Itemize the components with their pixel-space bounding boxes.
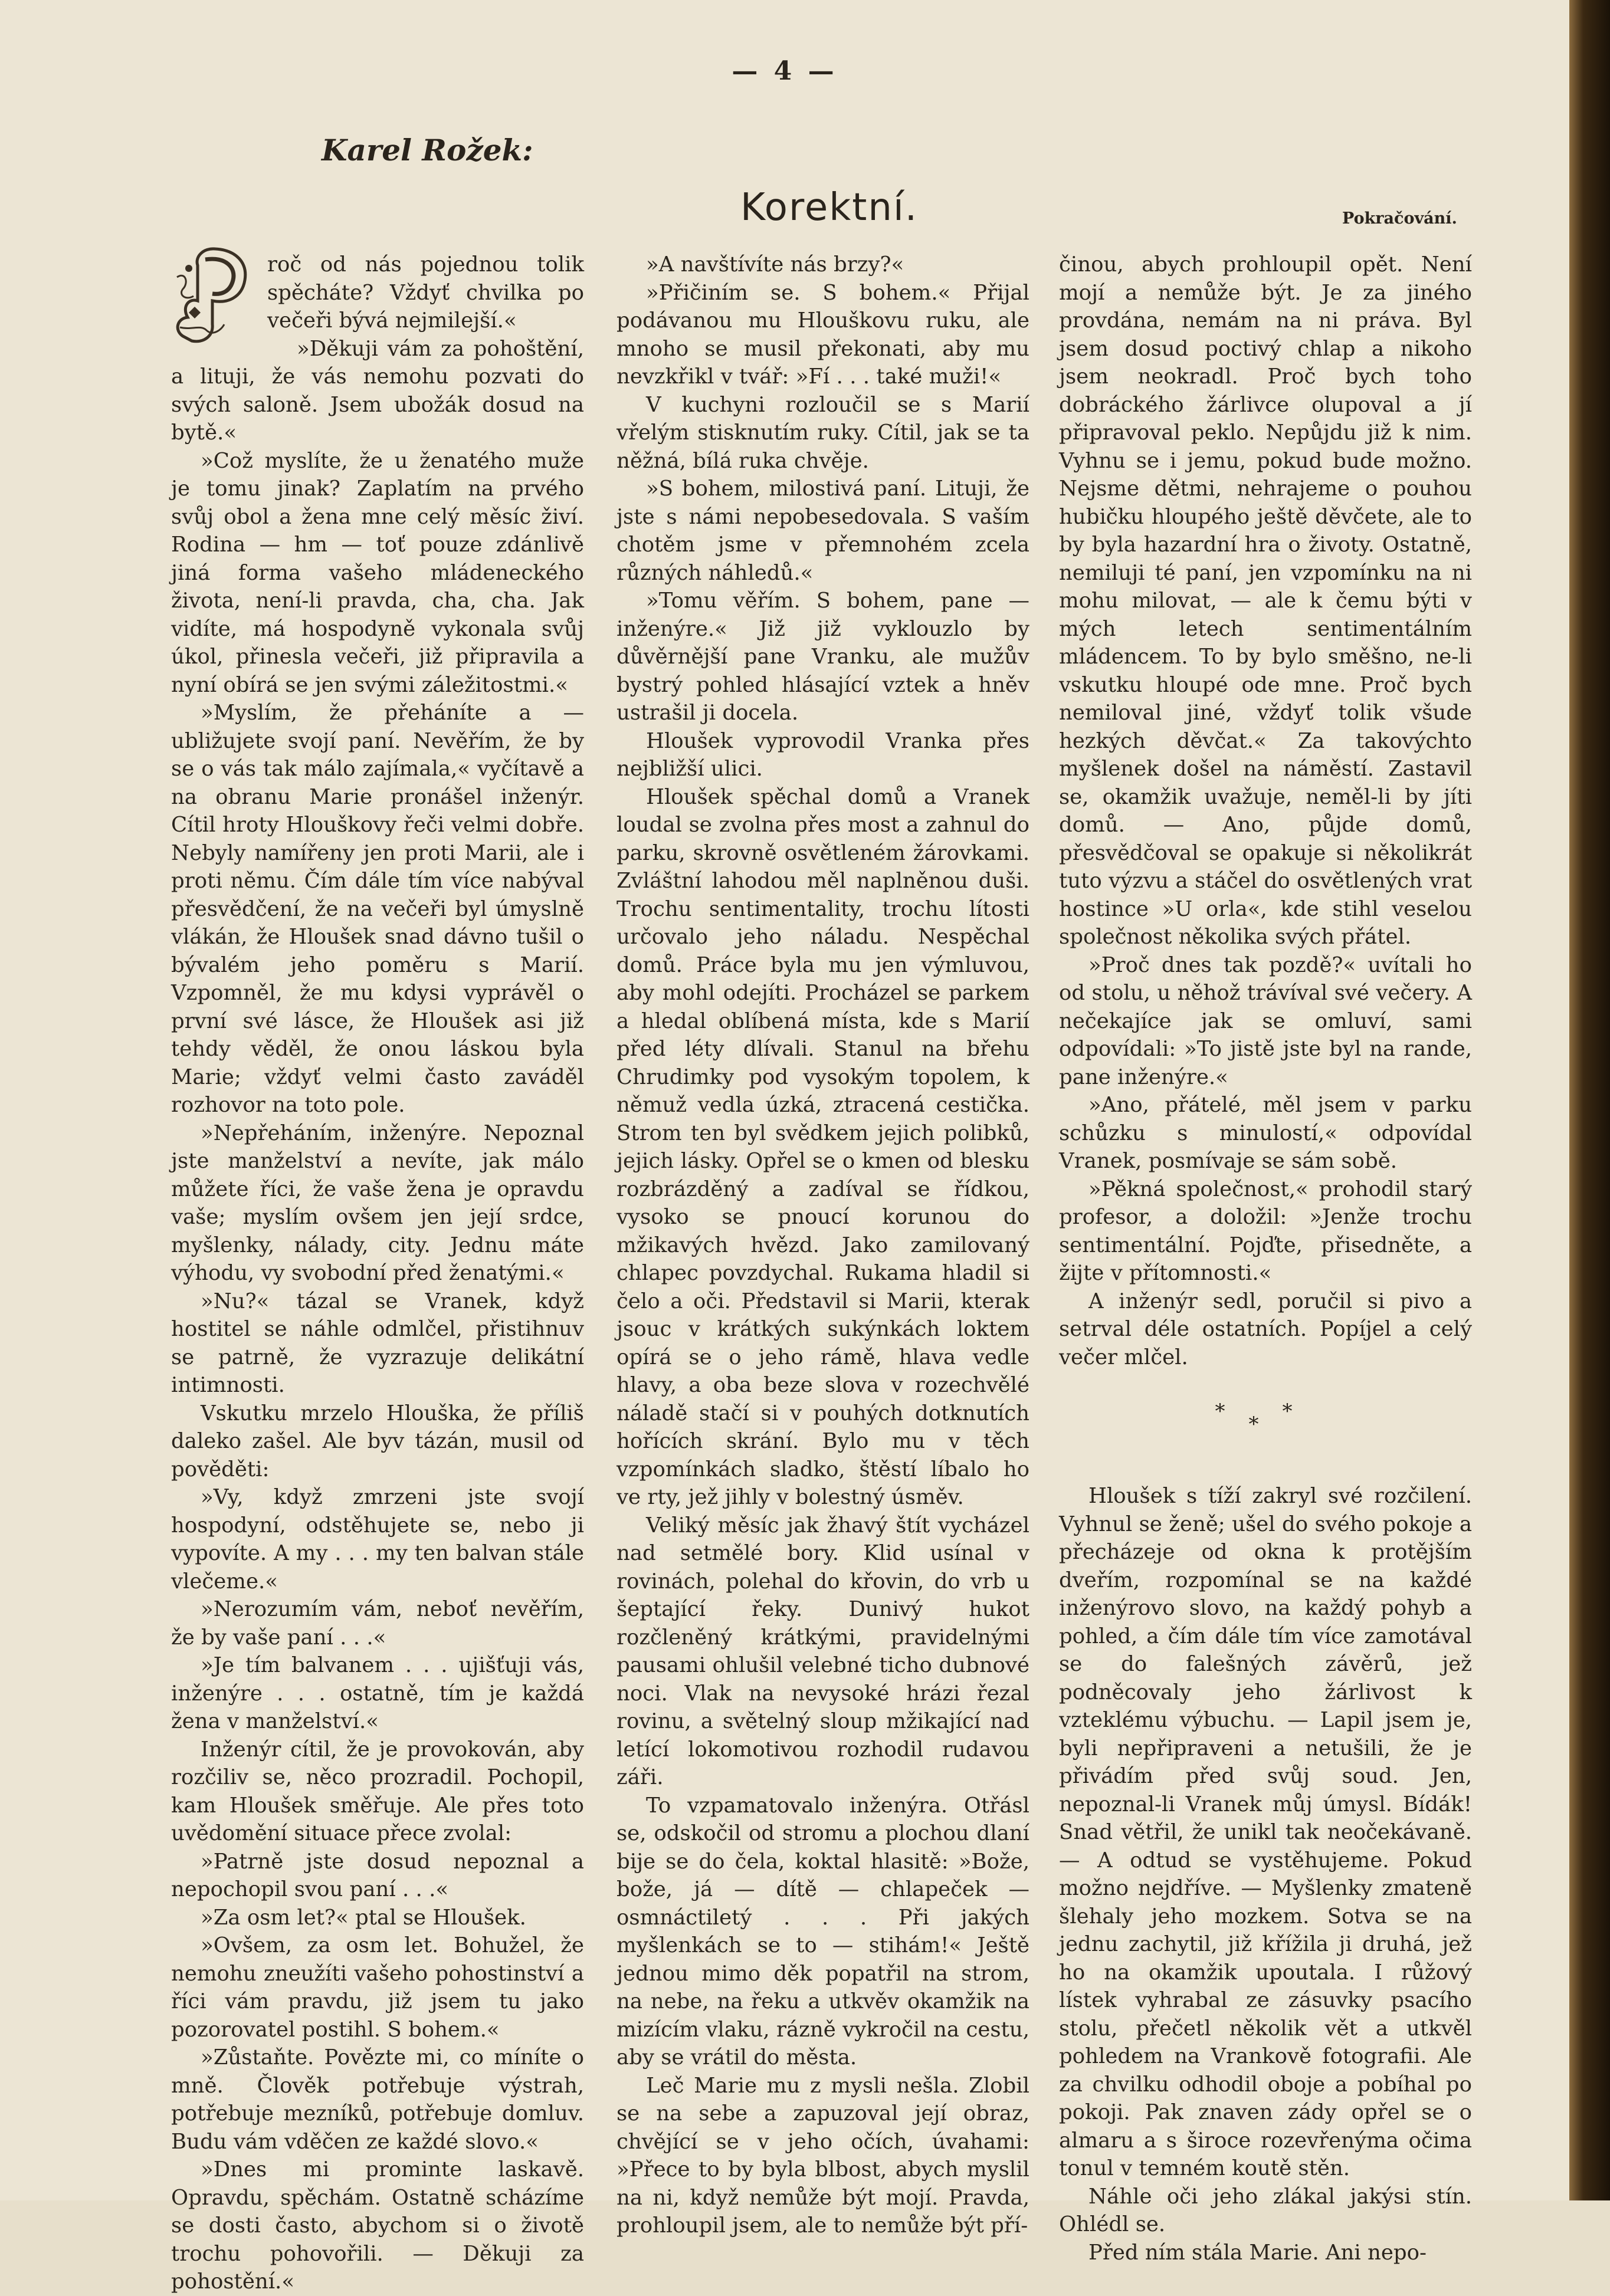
paragraph: »Vy, když zmrzeni jste svojí hospodyní, odstěhujete se, nebo ji vypovíte. A my . . . my ten balvan stále vlečeme.« <box>171 1485 584 1594</box>
text-column-3 <box>1059 251 1472 2267</box>
paragraph: »Proč dnes tak pozdě?« uvítali ho od stolu, u něhož trávíval své večery. A nečekajíce jak se omluví, sami odpovídali: »To jistě jste byl na rande, pane inženýre.« <box>1059 952 1472 1089</box>
paragraph: Před ním stála Marie. Ani nepo- <box>1088 2240 1427 2265</box>
paragraph: A inženýr sedl, poručil si pivo a setrval déle ostatních. Popíjel a celý večer mlčel. <box>1059 1289 1472 1369</box>
paragraph <box>171 251 584 335</box>
text-column-1 <box>171 251 584 2296</box>
text-column-2 <box>617 251 1029 2240</box>
paragraph: Hloušek vyprovodil Vranka přes nejbližší ulici. <box>617 728 1029 781</box>
paragraph-text: roč od nás pojednou tolik spěcháte? Vždyť chvilka po večeři bývá nejmilejší.« <box>267 252 584 333</box>
author-name: Karel Rožek: <box>322 133 533 167</box>
ornamental-dropcap-icon <box>171 242 257 345</box>
paragraph: »Přičiním se. S bohem.« Přijal podávanou mu Hlouškovu ruku, ale mnoho se musil překonati, aby mu nevzkřikl v tvář: »Fí . . . také muži!« <box>617 280 1029 389</box>
article-title: Korektní. <box>740 186 919 229</box>
paragraph: »Nepřeháním, inženýre. Nepoznal jste manželství a nevíte, jak málo můžete říci, že vaše žena je opravdu vaše; myslím ovšem jen její srdce, myšlenky, nálady, city. Jednu máte výhodu, vy svobodní před ženatými.« <box>171 1121 584 1285</box>
asterisk: * <box>1282 1400 1316 1423</box>
asterisk: * <box>1248 1413 1283 1436</box>
paragraph: V kuchyni rozloučil se s Marií vřelým stisknutím ruky. Cítil, jak se ta něžná, bílá ruka chvěje. <box>617 392 1029 473</box>
asterisk: * <box>1215 1400 1249 1423</box>
page-number: — 4 — <box>732 56 838 86</box>
paragraph: Inženýr cítil, že je provokován, aby rozčiliv se, něco prozradil. Pochopil, kam Hloušek směřuje. Ale přes toto uvědomění situace přece zvolal: <box>171 1737 584 1845</box>
paragraph: »Děkuji vám za pohoštění, a lituji, že vás nemohu pozvati do svých saloně. Jsem ubožák dosud na bytě.« <box>171 336 584 445</box>
paragraph: »Pěkná společnost,« prohodil starý profesor, a doložil: »Jenže trochu sentimentální. Pojďte, přisedněte, a žijte v přítomnosti.« <box>1059 1177 1472 1285</box>
paragraph: »Tomu věřím. S bohem, pane — inženýre.« Již již vyklouzlo by důvěrnější pane Vranku, ale mužův bystrý pohled hlásající vztek a hněv ustrašil ji docela. <box>617 589 1029 725</box>
paragraph: Hloušek s tíží zakryl své rozčilení. Vyhnul se ženě; ušel do svého pokoje a přecházeje od okna k protějším dveřím, rozpomínal se na každé inženýrovo slovo, na každý pohyb a pohled, a čím dále tím více zamotával se do falešných závěrů, jež podněcovaly jeho žárlivost k vzteklému výbuchu. — Lapil jsem je, byli nepřipraveni a netušili, že je přivádím před svůj soud. Jen, nepoznal-li Vranek můj úmysl. Bídák! Snad větřil, že unikl tak neočekávaně. — A odtud se vystěhujeme. Pokud možno nejdříve. — Myšlenky zmateně šlehaly jeho mozkem. Sotva se na jednu zachytil, již křížila ji druhá, jež ho na okamžik upoutala. I růžový lístek vyhrabal ze zásuvky psacího stolu, přečetl několik vět a utkvěl pohledem na Vrankově fotografii. Ale za chvilku odhodil oboje a pobíhal po pokoji. Pak znaven zády opřel se o almaru a s široce rozevřenýma očima tonul v temném koutě stěn. <box>1059 1484 1472 2180</box>
paragraph: »Myslím, že přeháníte a — ubližujete svojí paní. Nevěřím, že by se o vás tak málo zajímala,« vyčítavě a na obranu Marie pronášel inženýr. Cítil hroty Hlouškovy řeči velmi dobře. Nebyly namířeny jen proti Marii, ale i proti němu. Čím dále tím více nabýval přesvědčení, že na večeři byl úmyslně vlákán, že Hloušek snad dávno tušil o bývalém jeho poměru s Marií. Vzpomněl, že mu kdysi vyprávěl o první své lásce, že Hloušek asi již tehdy věděl, že onou láskou byla Marie; vždyť velmi často zaváděl rozhovor na toto pole. <box>171 701 584 1117</box>
paragraph: činou, abych prohloupil opět. Není mojí a nemůže být. Je za jiného provdána, nemám na ni práva. Byl jsem dosud poctivý chlap a nikoho jsem neokradl. Proč bych toho dobráckého žárlivce olupoval a jí připravoval peklo. Nepůjdu již k nim. Vyhnu se i jemu, pokud bude možno. Nejsme dětmi, nehrajeme o pouhou hubičku hloupého ještě děvčete, ale to by byla hazardní hra o životy. Ostatně, nemiluji té paní, jen vzpomínku na ni mohu milovat, — ale k čemu býti v mých letech sentimentálním mládencem. To by bylo směšno, ne-li vskutku hloupé ode mne. Proč bych nemiloval jiné, vždyť tolik všude hezkých děvčat.« Za takovýchto myšlenek došel na náměstí. Zastavil se, okamžik uvažuje, neměl-li by jíti domů. — Ano, půjde domů, přesvědčoval se opakuje si několikrát tuto výzvu a stáčel do osvětlených vrat hostince »U orla«, kde stihl veselou společnost několika svých přátel. <box>1059 252 1472 949</box>
paragraph: »Ano, přátelé, měl jsem v parku schůzku s minulostí,« odpovídal Vranek, posmívaje se sám sobě. <box>1059 1093 1472 1173</box>
paragraph: To vzpamatovalo inženýra. Otřásl se, odskočil od stromu a plochou dlaní bije se do čela, koktal hlasitě: »Bože, bože, já — dítě — chlapeček — osmnáctiletý . . . Při jakých myšlenkách se to — stihám!« Ještě jednou mimo děk popatřil na strom, na nebe, na řeku a utkvěv okamžik na mizícím vlaku, rázně vykročil na cestu, aby se vrátil do města. <box>617 1793 1029 2070</box>
paragraph: »Je tím balvanem . . . ujišťuji vás, inženýre . . . ostatně, tím je každá žena v manželství.« <box>171 1653 584 1733</box>
paragraph: »Což myslíte, že u ženatého muže je tomu jinak? Zaplatím na prvého svůj obol a žena mne celý měsíc živí. Rodina — hm — toť pouze zdánlivě jiná forma vašeho mládeneckého života, není-li pravda, cha, cha. Jak vidíte, má hospodyně vykonala svůj úkol, přinesla večeři, již připravila a nyní obírá se jen svými záležitostmi.« <box>171 448 584 697</box>
paragraph: »Nu?« tázal se Vranek, když hostitel se náhle odmlčel, přistihnuv se patrně, že vyzrazuje delikátní intimnosti. <box>171 1289 584 1397</box>
paragraph: Vskutku mrzelo Hlouška, že příliš daleko zašel. Ale byv tázán, musil od pověděti: <box>171 1401 584 1482</box>
paragraph: »A navštívíte nás brzy?« <box>646 252 904 277</box>
continuation-note: Pokračování. <box>1342 209 1457 228</box>
paragraph: »Patrně jste dosud nepoznal a nepochopil svou paní . . .« <box>171 1849 584 1901</box>
paragraph: »S bohem, milostivá paní. Lituji, že jste s námi nepobesedovala. S vaším chotěm jsme v přemnohém zcela různých náhledů.« <box>617 477 1029 585</box>
book-spine-edge <box>1569 0 1610 2200</box>
paragraph: »Za osm let?« ptal se Hloušek. <box>201 1905 526 1930</box>
paragraph: Náhle oči jeho zlákal jakýsi stín. Ohlédl se. <box>1059 2184 1472 2236</box>
paragraph: »Nerozumím vám, neboť nevěřím, že by vaše paní . . .« <box>171 1597 584 1650</box>
paragraph: Hloušek spěchal domů a Vranek loudal se zvolna přes most a zahnul do parku, skrovně osvětleném žárovkami. Zvláštní lahodou měl naplněnou duši. Trochu sentimentality, trochu lítosti určovalo jeho náladu. Nespěchal domů. Práce byla mu jen výmluvou, aby mohl odejíti. Procházel se parkem a hledal oblíbená místa, kde s Marií před léty dlívali. Stanul na břehu Chrudimky pod vysokým topolem, k němuž vedla úzká, ztracená cestička. Strom ten byl svědkem jejich polibků, jejich lásky. Opřel se o kmen od blesku rozbrázděný a zadíval se řídkou, vysoko se pnoucí korunou do mžikavých hvězd. Jako zamilovaný chlapec povzdychal. Rukama hladil si čelo a oči. Představil si Marii, kterak jsouc v krátkých sukýnkách loktem opírá se o jeho rámě, hlava vedle hlavy, a oba beze slova v rozechvělé náladě stačí si v pouhých dotknutích hořících skrání. Bylo mu v těch vzpomínkách sladko, štěstí líbalo ho ve rty, jež jihly v bolestný úsměv. <box>617 784 1029 1509</box>
paragraph: »Ovšem, za osm let. Bohužel, že nemohu zneužíti vašeho pohostinství a říci vám pravdu, již jsem tu jako pozorovatel postihl. S bohem.« <box>171 1933 584 2042</box>
paragraph: Veliký měsíc jak žhavý štít vycházel nad setmělé bory. Klid usínal v rovinách, polehal do křovin, do vrb u šeptající řeky. Dunivý hukot rozčleněný krátkými, pravidelnými pausami ohlušil velebné ticho dubnové noci. Vlak na nevysoké hrázi řezal rovinu, a světelný sloup mžikající nad letící lokomotivou rozhodil rudavou záři. <box>617 1513 1029 1789</box>
paragraph: »Zůstaňte. Povězte mi, co míníte o mně. Člověk potřebuje výstrah, potřebuje mezníků, potřebuje domluv. Budu vám vděčen ze každé slovo.« <box>171 2045 584 2154</box>
section-separator <box>1059 1394 1472 1436</box>
paragraph: »Dnes mi prominte laskavě. Opravdu, spěchám. Ostatně scházíme se dosti často, abychom si o životě trochu pohovořili. — Děkuji za pohostění.« <box>171 2157 584 2294</box>
paragraph: Leč Marie mu z mysli nešla. Zlobil se na sebe a zapuzoval její obraz, chvějící se v jeho očích, úvahami: »Přece to by byla blbost, abych myslil na ni, když nemůže být mojí. Pravda, prohloupil jsem, ale to nemůže být pří- <box>617 2073 1029 2238</box>
